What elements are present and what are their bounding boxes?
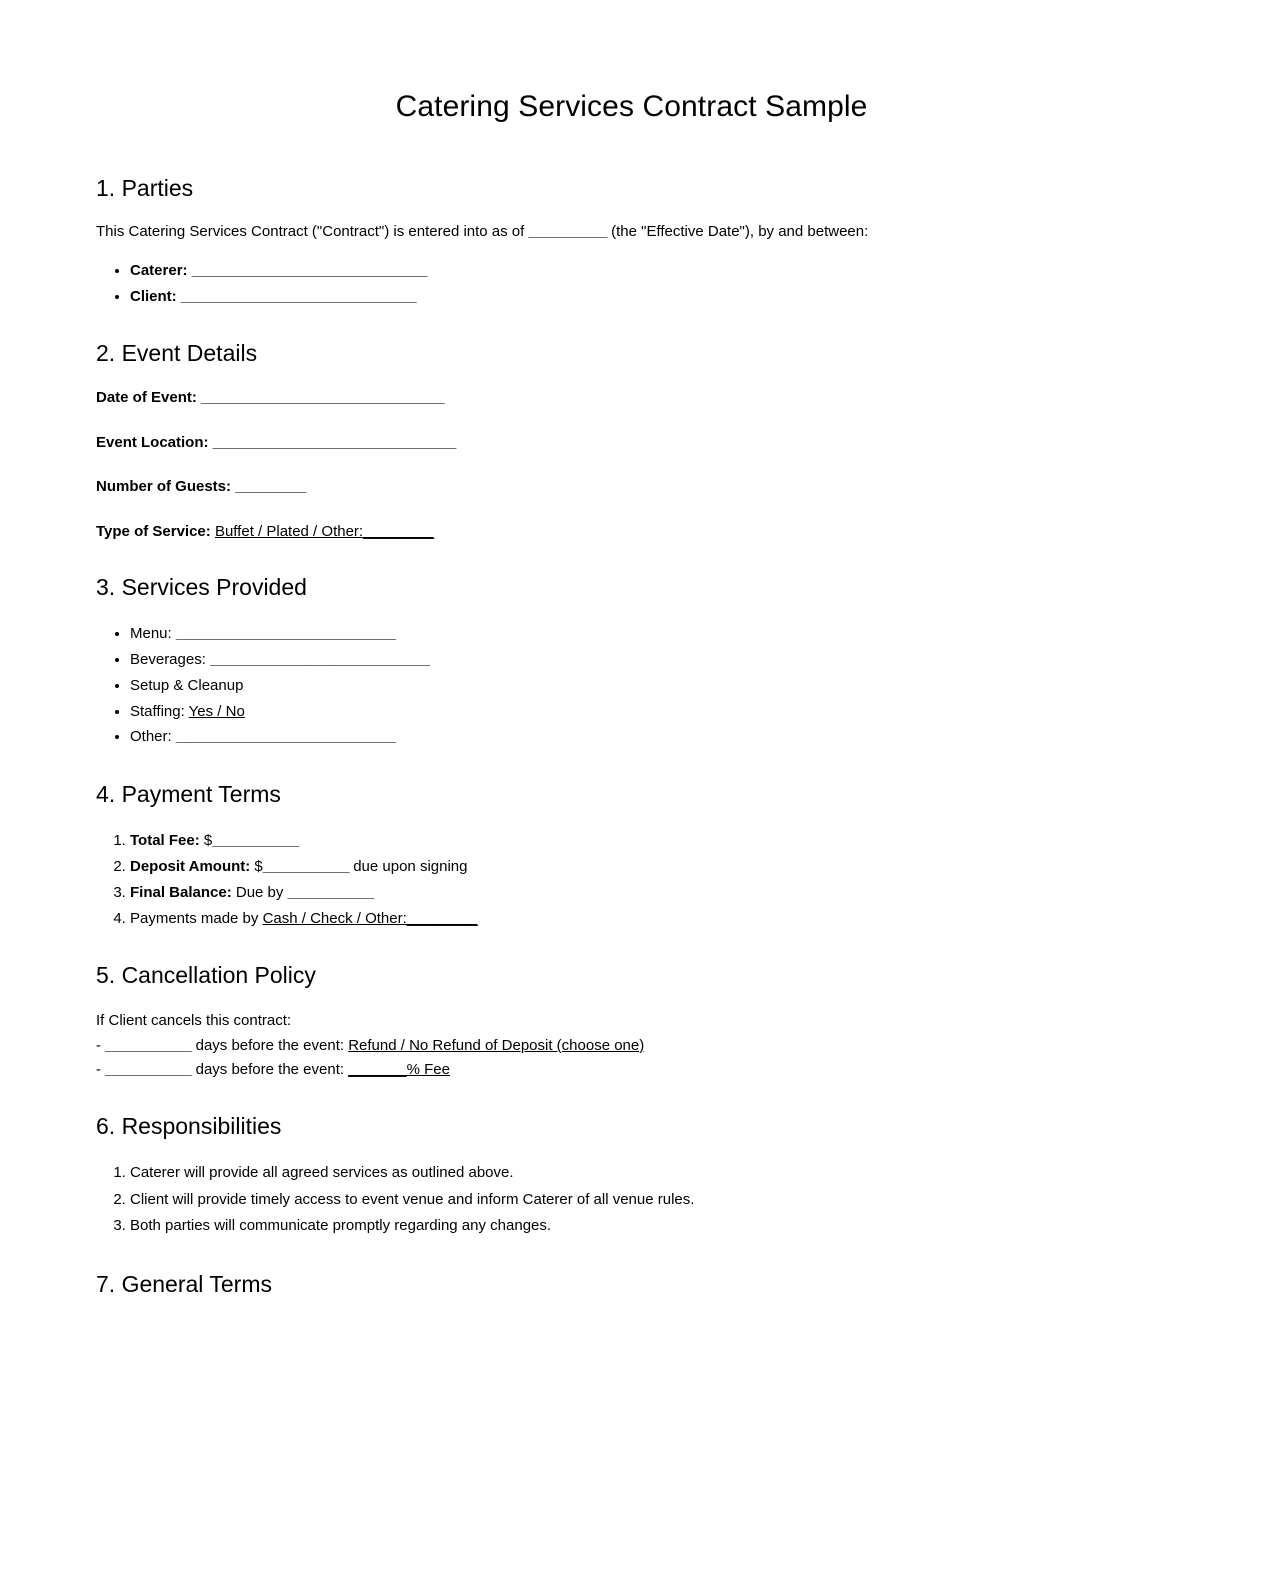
payment-prefix-method: Payments made by xyxy=(130,909,263,927)
payment-prefix-final-balance: Due by xyxy=(231,883,288,901)
section-payment-terms xyxy=(96,780,1167,931)
list-item: 2. Client will provide timely access to event venue and inform Caterer of all venue rules. xyxy=(130,1187,1167,1214)
section-cancellation-policy xyxy=(96,961,1167,1082)
field-blank-type-of-service[interactable]: _________ xyxy=(363,522,434,540)
field-blank-number-of-guests[interactable]: _________ xyxy=(235,478,306,496)
field-number-of-guests xyxy=(96,476,1167,499)
section-heading-parties: 1. Parties xyxy=(96,174,194,201)
services-list xyxy=(96,621,1167,750)
responsibilities-list xyxy=(96,1160,1167,1240)
service-label-menu: Menu: xyxy=(130,625,172,643)
list-item: 3. Both parties will communicate promptly regarding any changes. xyxy=(130,1213,1167,1240)
parties-caterer-blank[interactable]: ______________________________ xyxy=(191,261,427,279)
field-label-event-location: Event Location: xyxy=(96,433,209,451)
payment-options-method[interactable]: Cash / Check / Other: xyxy=(262,909,407,927)
list-item xyxy=(130,828,1167,854)
section-heading-responsibilities: 6. Responsibilities xyxy=(96,1113,282,1140)
field-type-of-service xyxy=(96,521,1167,544)
payment-blank-method[interactable]: _________ xyxy=(406,909,478,927)
parties-client-label: Client: xyxy=(130,287,177,305)
section-parties xyxy=(96,174,1167,310)
payment-tail-deposit-amount: due upon signing xyxy=(349,857,468,875)
service-blank-other[interactable]: ____________________________ xyxy=(175,728,396,746)
field-label-type-of-service: Type of Service: xyxy=(96,522,211,540)
field-blank-date-of-event[interactable]: _______________________________ xyxy=(201,389,445,407)
cancellation-days-blank-1[interactable]: ___________ xyxy=(105,1036,192,1054)
field-label-date-of-event: Date of Event: xyxy=(96,389,197,407)
service-label-staffing: Staffing: xyxy=(130,702,185,720)
section-heading-general-terms: 7. General Terms xyxy=(96,1271,272,1298)
cancellation-line-1 xyxy=(96,1034,1167,1058)
payment-label-total-fee: Total Fee: xyxy=(130,832,200,850)
list-item: 1. Caterer will provide all agreed services as outlined above. xyxy=(130,1160,1167,1187)
field-blank-event-location[interactable]: _______________________________ xyxy=(212,433,456,451)
payment-blank-deposit-amount[interactable]: ___________ xyxy=(262,857,350,875)
list-item xyxy=(130,880,1167,906)
field-label-number-of-guests: Number of Guests: xyxy=(96,478,232,496)
list-item xyxy=(130,854,1167,880)
section-services-provided xyxy=(96,573,1167,750)
cancellation-refund-options-1[interactable]: Refund / No Refund of Deposit (choose one) xyxy=(348,1036,645,1054)
cancellation-middle-2: days before the event: xyxy=(191,1060,349,1078)
cancellation-middle-1: days before the event: xyxy=(191,1036,349,1054)
service-label-beverages: Beverages: xyxy=(130,651,206,669)
payment-prefix-total-fee: $ xyxy=(199,832,213,850)
list-item xyxy=(130,724,1167,750)
section-event-details xyxy=(96,339,1167,543)
section-heading-event-details: 2. Event Details xyxy=(96,340,258,367)
list-item xyxy=(130,284,1167,310)
parties-intro-paragraph xyxy=(96,221,1167,244)
parties-client-blank[interactable]: ______________________________ xyxy=(180,287,417,305)
payment-terms-list xyxy=(96,828,1167,931)
service-label-other: Other: xyxy=(130,728,172,746)
service-label-setup-cleanup: Setup & Cleanup xyxy=(130,676,244,694)
service-blank-menu[interactable]: ____________________________ xyxy=(175,625,396,643)
cancellation-line-2 xyxy=(96,1058,1167,1082)
parties-effective-date-blank[interactable]: __________ xyxy=(528,223,607,241)
section-general-terms xyxy=(96,1270,1167,1300)
parties-list xyxy=(96,258,1167,310)
parties-intro-after: (the "Effective Date"), by and between: xyxy=(606,223,869,241)
parties-caterer-label: Caterer: xyxy=(130,261,188,279)
service-options-staffing[interactable]: Yes / No xyxy=(188,702,245,720)
payment-blank-total-fee[interactable]: ___________ xyxy=(212,832,299,850)
payment-blank-final-balance[interactable]: ___________ xyxy=(287,883,374,901)
section-heading-cancellation-policy: 5. Cancellation Policy xyxy=(96,962,316,989)
list-item xyxy=(130,699,1167,725)
field-event-location xyxy=(96,432,1167,455)
field-date-of-event xyxy=(96,387,1167,410)
list-item xyxy=(130,258,1167,284)
field-options-type-of-service[interactable]: Buffet / Plated / Other: xyxy=(214,522,364,540)
cancellation-dash-2: - xyxy=(96,1060,106,1078)
section-responsibilities xyxy=(96,1112,1167,1240)
list-item xyxy=(130,621,1167,647)
page-title: Catering Services Contract Sample xyxy=(395,90,868,123)
cancellation-dash-1: - xyxy=(96,1036,106,1054)
section-heading-services-provided: 3. Services Provided xyxy=(96,574,307,601)
cancellation-fee-percent-2[interactable]: _______% Fee xyxy=(348,1060,450,1078)
list-item xyxy=(130,673,1167,699)
payment-label-final-balance: Final Balance: xyxy=(130,883,232,901)
cancellation-days-blank-2[interactable]: ___________ xyxy=(105,1060,192,1078)
list-item xyxy=(130,906,1167,932)
section-heading-payment-terms: 4. Payment Terms xyxy=(96,781,281,808)
payment-label-deposit-amount: Deposit Amount: xyxy=(130,857,251,875)
list-item xyxy=(130,647,1167,673)
cancellation-intro: If Client cancels this contract: xyxy=(96,1012,292,1030)
service-blank-beverages[interactable]: ____________________________ xyxy=(210,651,430,669)
payment-prefix-deposit-amount: $ xyxy=(250,857,263,875)
parties-intro-before: This Catering Services Contract ("Contract") is entered into as of xyxy=(96,223,529,241)
